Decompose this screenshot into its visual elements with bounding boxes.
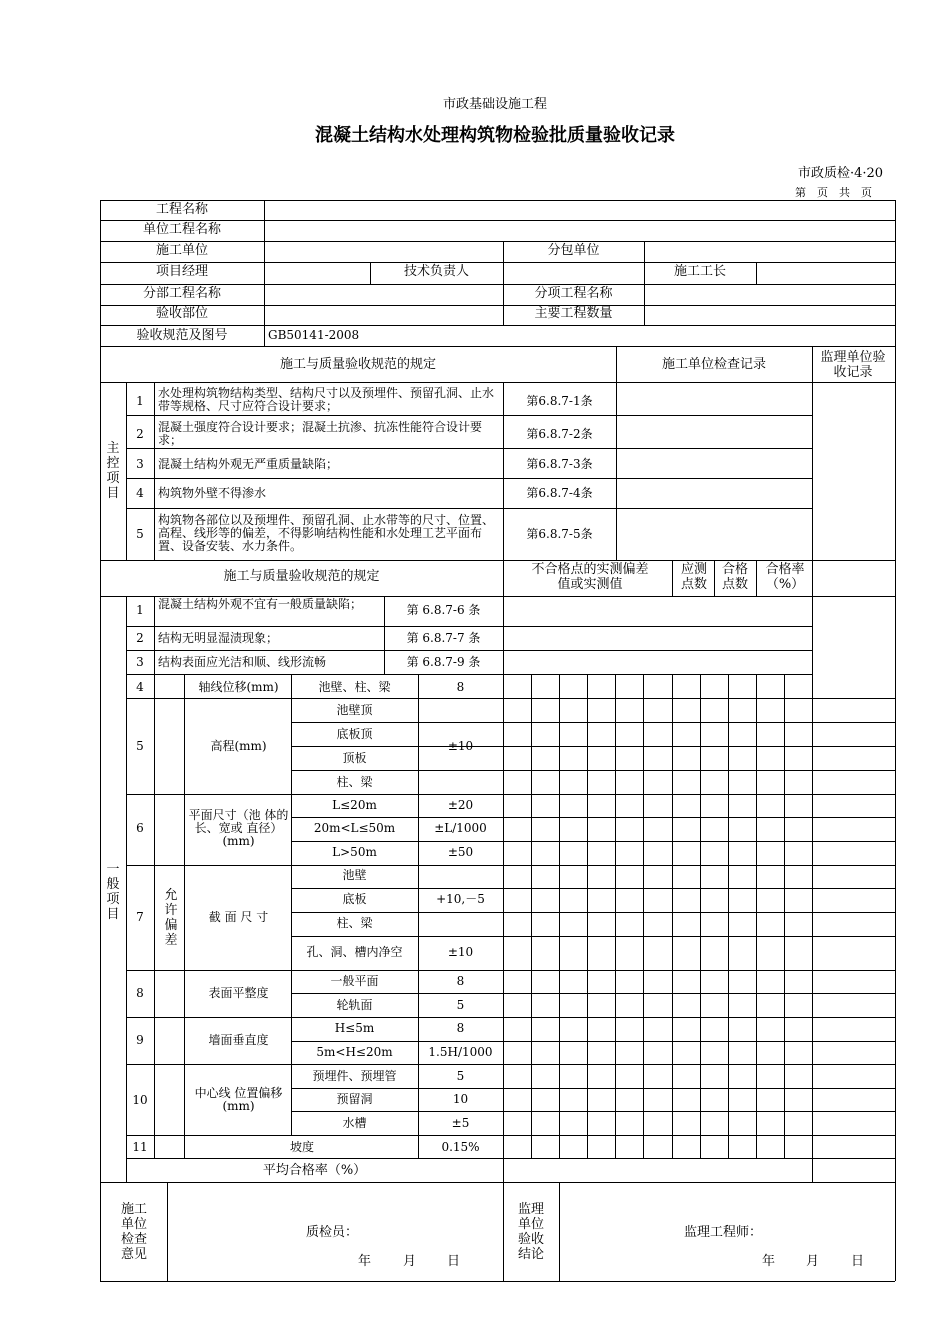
grid-line (728, 674, 729, 1158)
spec-value: GB50141-2008 (268, 328, 360, 342)
item-axis-offset: 轴线位移(mm) (198, 680, 279, 694)
general-header-qualified: 合格点数 (721, 562, 748, 592)
sub-item: 底板 (342, 892, 367, 906)
tolerance-value: 5 (456, 1069, 465, 1083)
sub-item: 池壁 (342, 868, 367, 882)
item-plan-size: 平面尺寸（池 体的长、宽或 直径）(mm) (188, 808, 289, 848)
general-header-deviation: 不合格点的实测偏差值或实测值 (531, 562, 649, 592)
general-row-no: 8 (136, 986, 144, 1000)
grid-line (644, 241, 645, 262)
sub-item: L>50m (332, 845, 377, 859)
label-project-manager: 项目经理 (155, 264, 208, 279)
main-row-text: 混凝土结构外观无严重质量缺陷； (158, 457, 339, 471)
tolerance-value: ±10 (447, 945, 474, 959)
grid-line (503, 1182, 504, 1281)
general-header-rate: 合格率（%） (765, 562, 805, 592)
item-flatness: 表面平整度 (208, 986, 269, 1000)
general-row-text: 混凝土结构外观不宜有一般质量缺陷； (158, 597, 363, 611)
grid-line (100, 382, 895, 383)
grid-line (714, 560, 715, 596)
grid-line (784, 674, 785, 1158)
grid-line (643, 674, 644, 1158)
grid-line (126, 1135, 895, 1136)
label-main-quantity: 主要工程数量 (534, 306, 613, 321)
tolerance-value: 5 (456, 998, 465, 1012)
general-group-label: 一般项目 (106, 862, 120, 922)
sub-item: 孔、洞、槽内净空 (306, 945, 403, 959)
year-label: 年 (762, 1254, 776, 1269)
main-row-text: 构筑物各部位以及预埋件、预留孔洞、止水带等的尺寸、位置、高程、线形等的偏差，不得影响结构性能和水处理工艺平面布置、设备安装、水力条件。 (158, 513, 495, 553)
sub-item: 池壁顶 (336, 703, 373, 717)
document-title: 混凝土结构水处理构筑物检验批质量验收记录 (315, 125, 675, 146)
main-row-text: 水处理构筑物结构类型、结构尺寸以及预埋件、预留孔洞、止水带等规格、尺寸应符合设计要求； (158, 386, 495, 413)
tolerance-value: ±50 (447, 845, 474, 859)
tolerance-value: 8 (456, 974, 465, 988)
item-center-offset: 中心线 位置偏移(mm) (194, 1086, 283, 1113)
label-inspection-location: 验收部位 (155, 306, 208, 321)
label-project-name: 工程名称 (155, 202, 208, 217)
label-foreman: 施工工长 (673, 264, 726, 279)
grid-line (126, 508, 812, 509)
label-subcontract-unit: 分包单位 (547, 243, 600, 258)
sub-item: 一般平面 (330, 974, 379, 988)
grid-line (291, 1111, 895, 1112)
main-row-clause: 第6.8.7-3条 (526, 457, 593, 471)
grid-line (291, 841, 895, 842)
label-technical-lead: 技术负责人 (403, 264, 469, 279)
grid-line (559, 674, 560, 1158)
general-row-text: 结构无明显湿渍现象； (158, 631, 279, 645)
page-info: 第 页 共 页 (795, 187, 872, 199)
grid-line (167, 1182, 168, 1281)
grid-line (291, 1088, 895, 1089)
item-verticality: 墙面垂直度 (208, 1033, 269, 1047)
general-row-clause: 第 6.8.7-6 条 (406, 603, 481, 617)
tolerance-value: ±L/1000 (434, 821, 487, 835)
sub-item: 20m<L≤50m (313, 821, 396, 835)
label-spec: 验收规范及图号 (136, 328, 228, 343)
general-row-no: 3 (136, 655, 144, 669)
sub-item: 底板顶 (336, 727, 373, 741)
grid-line (126, 970, 895, 971)
grid-line (756, 262, 757, 284)
grid-line (531, 674, 532, 1158)
grid-line (615, 674, 616, 1158)
main-row-clause: 第6.8.7-5条 (526, 527, 593, 541)
grid-line (895, 200, 896, 1281)
grid-line (100, 262, 895, 263)
grid-line (264, 200, 265, 346)
grid-line (126, 794, 895, 795)
grid-line (291, 746, 895, 747)
main-row-no: 1 (136, 394, 144, 408)
main-group-label: 主控项目 (106, 441, 120, 501)
label-subitem-name: 分项工程名称 (534, 286, 613, 301)
sub-item: 池壁、柱、梁 (318, 680, 391, 694)
main-row-no: 5 (136, 527, 144, 541)
general-row-no: 4 (136, 680, 144, 694)
grid-line (126, 478, 812, 479)
grid-line (644, 284, 645, 325)
construction-opinion-label: 施工单位检查意见 (120, 1202, 147, 1262)
main-row-clause: 第6.8.7-1条 (526, 394, 593, 408)
inspector-label: 质检员： (306, 1225, 359, 1240)
sub-item: L≤20m (332, 798, 377, 812)
grid-line (126, 698, 895, 699)
grid-line (126, 448, 812, 449)
day-label: 日 (447, 1254, 461, 1269)
sub-item: 预埋件、预埋管 (312, 1069, 397, 1083)
tolerance-value: ±5 (451, 1116, 470, 1130)
form-code: 市政质检·4·20 (798, 166, 884, 181)
grid-line (100, 220, 895, 221)
grid-line (291, 1041, 895, 1042)
supervision-conclusion-label: 监理单位验收结论 (517, 1202, 544, 1262)
grid-line (672, 674, 673, 1158)
general-header-spec: 施工与质量验收规范的规定 (223, 569, 380, 584)
grid-line (616, 346, 617, 560)
grid-line (154, 382, 155, 560)
grid-line (126, 865, 895, 866)
general-row-text: 结构表面应光洁和顺、线形流畅 (158, 655, 327, 669)
grid-line (291, 817, 895, 818)
main-row-no: 4 (136, 486, 144, 500)
grid-line (100, 200, 895, 201)
general-row-no: 5 (136, 739, 144, 753)
grid-line (154, 596, 155, 1158)
general-row-no: 11 (132, 1140, 148, 1154)
sub-item: 柱、梁 (336, 916, 373, 930)
tolerance-value: 8 (456, 680, 465, 694)
main-row-text: 混凝土强度符合设计要求；混凝土抗渗、抗冻性能符合设计要求； (158, 420, 483, 447)
sub-item: 5m<H≤20m (316, 1045, 393, 1059)
label-unit-project-name: 单位工程名称 (142, 222, 221, 237)
grid-line (291, 993, 895, 994)
grid-line (291, 936, 895, 937)
main-header-check: 施工单位检查记录 (661, 357, 766, 372)
general-row-no: 10 (132, 1093, 148, 1107)
label-construction-unit: 施工单位 (155, 243, 208, 258)
item-slope: 坡度 (289, 1140, 314, 1154)
grid-line (100, 325, 895, 326)
grid-line (126, 1017, 895, 1018)
grid-line (812, 346, 813, 1182)
sub-item: 水槽 (342, 1116, 367, 1130)
grid-line (291, 888, 895, 889)
tolerance-value: 8 (456, 1021, 465, 1035)
general-row-no: 6 (136, 821, 144, 835)
grid-line (291, 722, 895, 723)
average-pass-rate: 平均合格率（%） (262, 1163, 367, 1178)
sub-item: 预留洞 (336, 1092, 373, 1106)
grid-line (100, 284, 895, 285)
sub-item: 轮轨面 (336, 998, 373, 1012)
grid-line (756, 674, 757, 1158)
main-row-no: 3 (136, 457, 144, 471)
main-header-supervisor: 监理单位验收记录 (820, 350, 886, 380)
main-row-text: 构筑物外壁不得渗水 (158, 486, 267, 500)
tolerance-value: 0.15% (441, 1140, 480, 1154)
tolerance-value: +10,－5 (436, 892, 485, 906)
grid-line (126, 1158, 895, 1159)
general-row-clause: 第 6.8.7-9 条 (406, 655, 481, 669)
grid-line (291, 770, 895, 771)
grid-line (756, 560, 757, 596)
month-label: 月 (403, 1254, 417, 1269)
grid-line (184, 674, 185, 1158)
engineer-label: 监理工程师： (684, 1225, 763, 1240)
grid-line (587, 674, 588, 1158)
item-elevation: 高程(mm) (210, 739, 267, 753)
year-label: 年 (358, 1254, 372, 1269)
main-row-clause: 第6.8.7-4条 (526, 486, 593, 500)
grid-line (100, 1182, 895, 1183)
grid-line (100, 241, 895, 242)
general-row-no: 9 (136, 1033, 144, 1047)
sub-item: 柱、梁 (336, 775, 373, 789)
grid-line (100, 1281, 895, 1282)
allowance-label: 允许偏差 (164, 888, 178, 948)
grid-line (100, 346, 895, 347)
item-section-size: 截 面 尺 寸 (208, 910, 269, 924)
main-header-spec: 施工与质量验收规范的规定 (279, 357, 436, 372)
grid-line (100, 560, 895, 561)
grid-line (672, 560, 673, 596)
grid-line (559, 1182, 560, 1281)
tolerance-value: 10 (452, 1092, 469, 1106)
general-row-no: 1 (136, 603, 144, 617)
general-row-clause: 第 6.8.7-7 条 (406, 631, 481, 645)
tolerance-value: ±10 (447, 739, 474, 753)
month-label: 月 (806, 1254, 820, 1269)
grid-line (126, 1064, 895, 1065)
grid-line (126, 415, 812, 416)
tolerance-value: ±20 (447, 798, 474, 812)
sub-item: 顶板 (342, 751, 367, 765)
general-row-no: 7 (136, 910, 144, 924)
main-row-clause: 第6.8.7-2条 (526, 427, 593, 441)
tolerance-value: 1.5H/1000 (428, 1045, 493, 1059)
general-header-points: 应测点数 (680, 562, 707, 592)
label-division-name: 分部工程名称 (142, 286, 221, 301)
grid-line (126, 650, 812, 651)
grid-line (291, 912, 895, 913)
general-row-no: 2 (136, 631, 144, 645)
grid-line (126, 674, 812, 675)
day-label: 日 (851, 1254, 865, 1269)
grid-line (126, 626, 812, 627)
main-row-no: 2 (136, 427, 144, 441)
document-category: 市政基础设施工程 (442, 97, 547, 112)
grid-line (503, 262, 504, 284)
sub-item: H≤5m (334, 1021, 375, 1035)
grid-line (700, 674, 701, 1158)
